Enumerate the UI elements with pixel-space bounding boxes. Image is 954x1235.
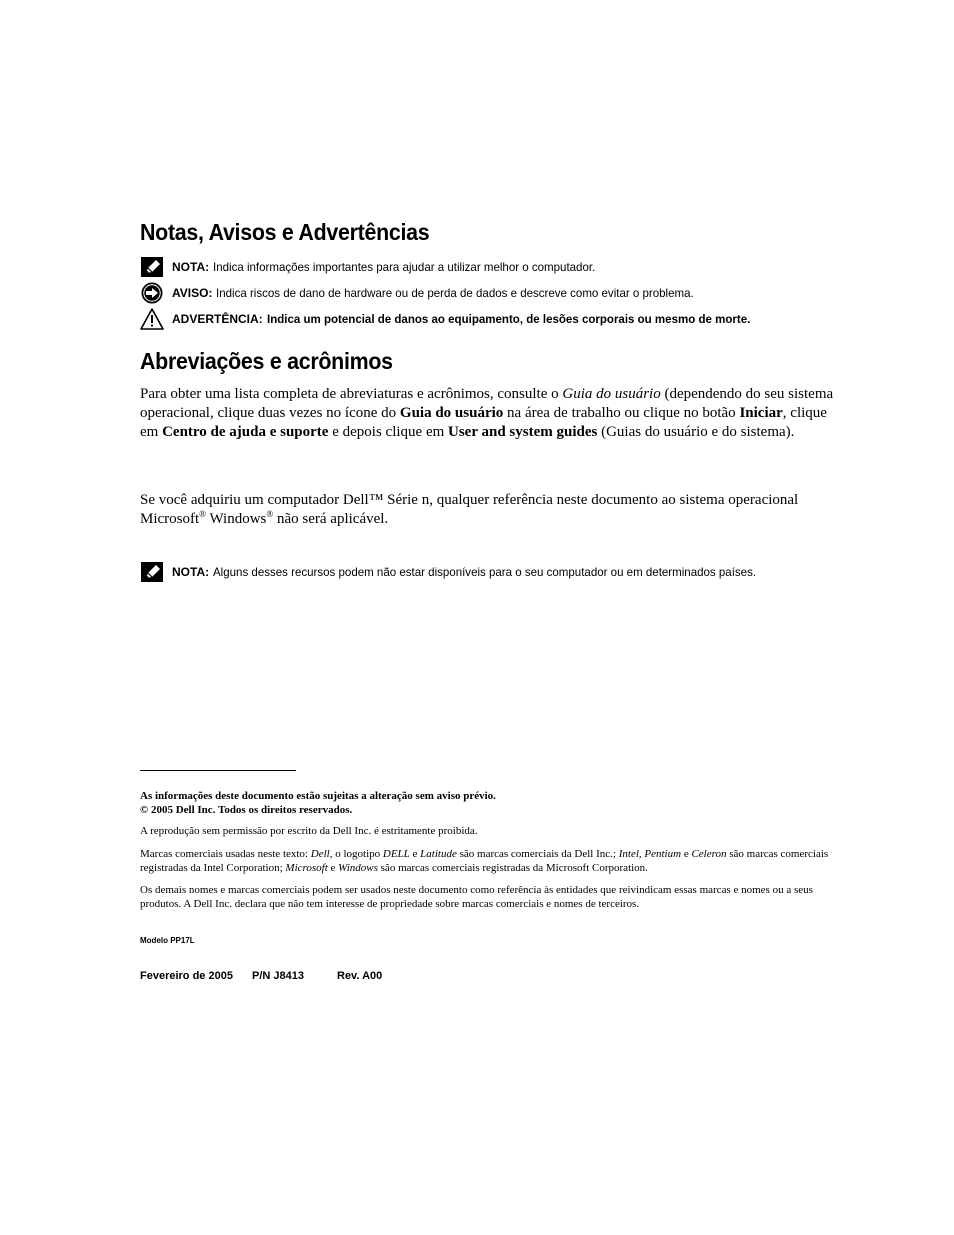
publication-info [140,970,382,982]
warning-triangle-icon [140,308,164,330]
text-run: Marcas comerciais usadas neste texto: [140,848,311,860]
notice-text: Indica riscos de dano de hardware ou de perda de dados e descreve como evitar o problema. [216,286,695,300]
pencil-note-icon [140,256,164,278]
note-row-2 [140,561,860,583]
help-center-name: Centro de ajuda e suporte [162,424,329,440]
text-run: são marcas comerciais da Dell Inc.; [456,848,619,860]
abbreviations-paragraph [140,385,845,442]
note-row [140,256,860,278]
heading-notes: Notas, Avisos e Advertências [140,219,430,245]
start-button-name: Iniciar [739,405,783,421]
registered-mark: ® [199,509,207,519]
notice-row [140,282,860,304]
text-run: e [327,862,339,874]
text-run: Para obter uma lista completa de abreviaturas e acrônimos, consulte o [140,386,563,402]
publication-date: Fevereiro de 2005 [140,970,233,982]
trademark: Celeron [691,848,727,860]
guide-icon-name: Guia do usuário [399,405,504,421]
trademark: Intel [618,848,639,860]
trademark: Microsoft [285,862,328,874]
trademark: Windows [338,862,378,874]
windows-paragraph [140,491,845,529]
model-number: Modelo PP17L [140,936,195,945]
registered-mark: ® [266,509,274,519]
text-run: Windows [206,511,267,527]
text-run: As informações deste documento estão sujeitas a alteração sem aviso prévio. [140,790,496,802]
trademark: Pentium [644,848,682,860]
revision: Rev. A00 [337,970,383,982]
text-run: são marcas comerciais registradas da Intel Corporation; [140,848,829,874]
warning-label: ADVERTÊNCIA: [172,312,263,326]
footer-divider [140,770,296,771]
arrow-notice-icon [140,282,164,304]
warning-text: Indica um potencial de danos ao equipamento, de lesões corporais ou mesmo de morte. [266,312,750,326]
text-run: e [409,848,421,860]
text-run: não será aplicável. [273,511,389,527]
text-run: (Guias do usuário e do sistema). [597,424,795,440]
note-label: NOTA: [172,260,210,274]
heading-abbreviations: Abreviações e acrônimos [140,348,393,374]
text-run: e depois clique em [328,424,449,440]
warning-row [140,308,860,330]
footer-disclaimer [140,789,845,817]
text-run: Se você adquiriu um computador Dell™ Série n, qualquer referência neste documento ao sistema operacional Microsoft [140,492,799,527]
text-run: na área de trabalho ou clique no botão [503,405,740,421]
trademark: DELL [382,848,410,860]
note-text: Indica informações importantes para ajudar a utilizar melhor o computador. [213,260,596,274]
user-guides-name: User and system guides [448,424,598,440]
footer-reproduction: A reprodução sem permissão por escrito da Dell Inc. é estritamente proibida. [140,825,478,837]
guide-title-italic: Guia do usuário [562,386,661,402]
trademark: Latitude [420,848,457,860]
footer-other-trademarks: Os demais nomes e marcas comerciais podem ser usados neste documento como referência às entidades que reivindicam essas marcas e nomes ou a seus produtos. A Dell Inc. declara que não tem interesse de propriedade sobre marcas comerciais e nomes de terceiros. [140,884,813,910]
note-text: Alguns desses recursos podem não estar disponíveis para o seu computador ou em determinados países. [213,565,757,579]
text-run: são marcas comerciais registradas da Microsoft Corporation. [377,862,648,874]
text-run: (dependendo do seu sistema operacional, clique duas vezes no ícone do [140,386,834,421]
pencil-note-icon [140,561,164,583]
copyright: © 2005 Dell Inc. Todos os direitos reservados. [140,804,353,816]
notice-label: AVISO: [172,286,213,300]
text-run: , o logotipo [329,848,383,860]
trademark: Dell [310,848,330,860]
note-label: NOTA: [172,565,210,579]
footer-trademarks [140,847,845,875]
text-run: e [681,848,692,860]
text-run: , clique em [140,405,827,440]
part-number: P/N J8413 [252,970,304,982]
text-run: , [638,848,645,860]
